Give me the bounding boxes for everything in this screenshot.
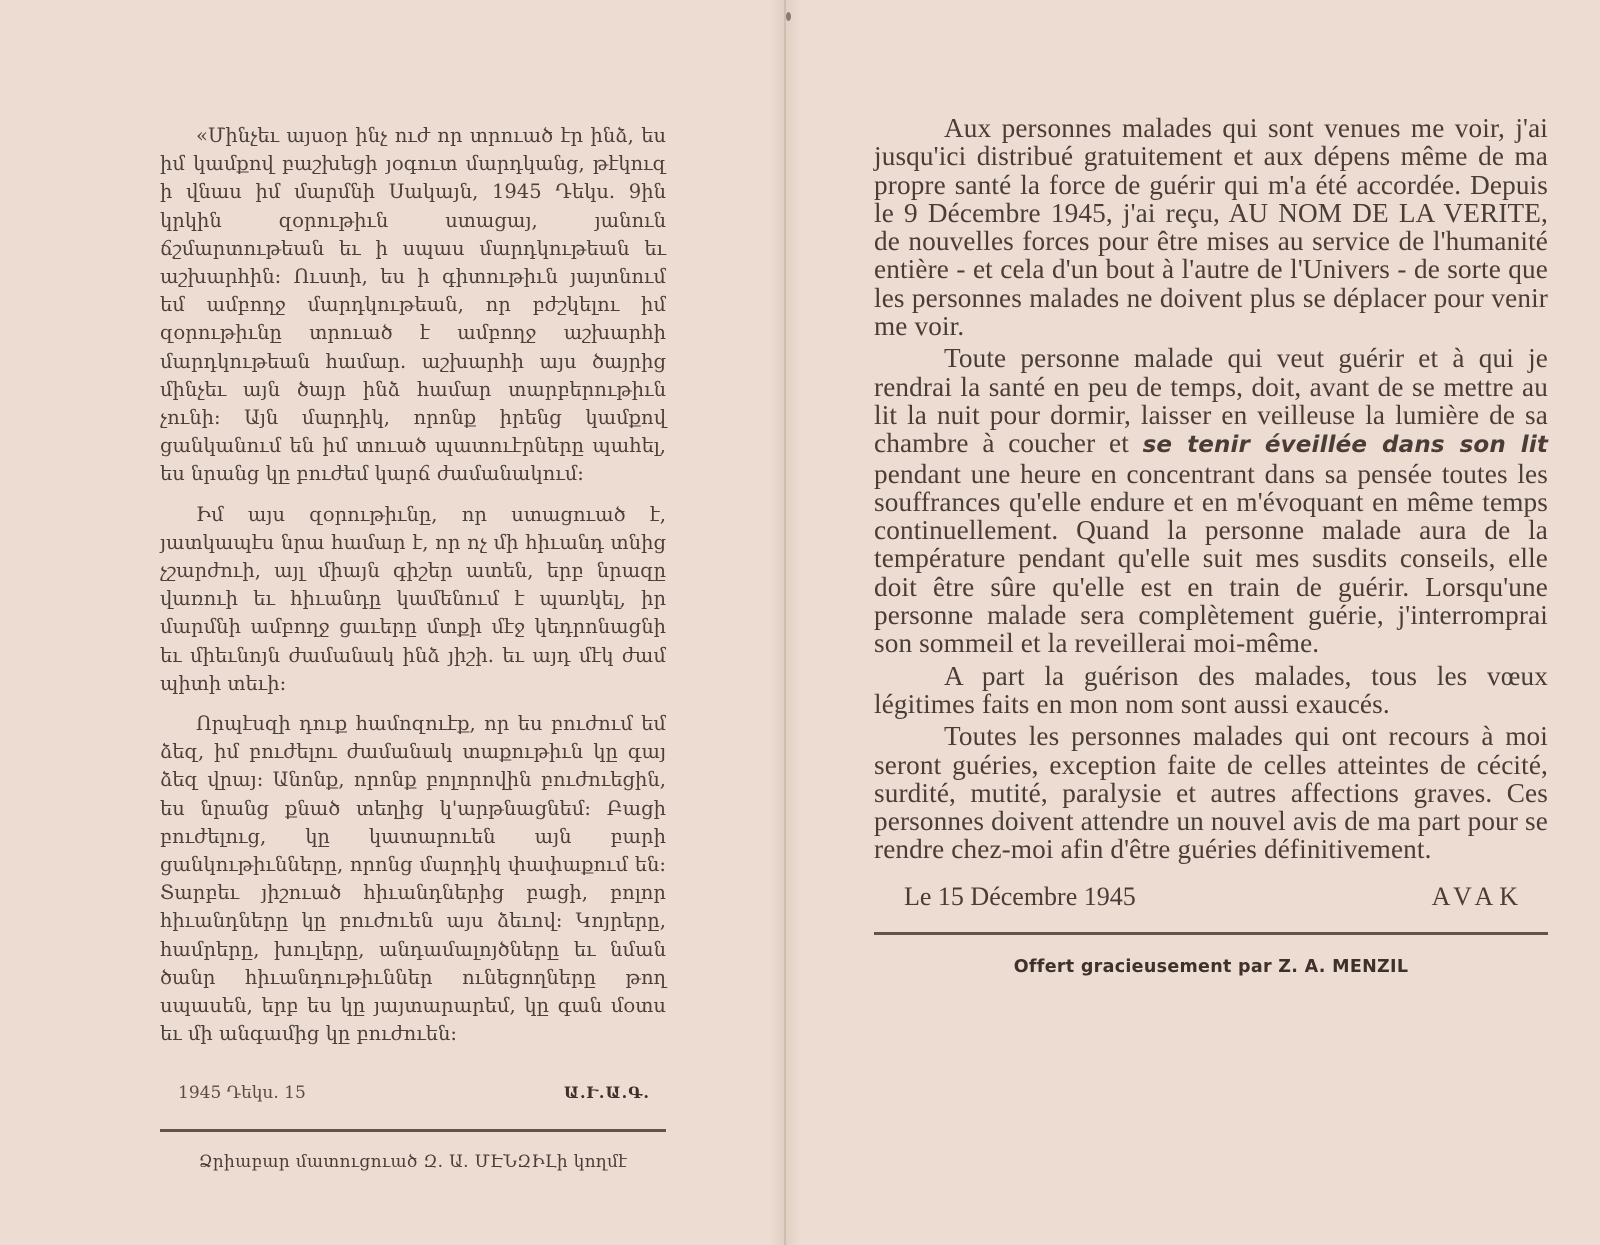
- french-paragraph-2-lead: Toute personne malade qui veut guérir et à qui je rendrai la santé en peu de temps, doit, avant de se mettre au lit la nuit pour dormir, laisser en veilleuse la lumière de sa chambre à coucher et: [874, 343, 1548, 459]
- french-date: Le 15 Décembre 1945: [904, 881, 1136, 911]
- french-paragraph-2-tail: pendant une heure en concentrant dans sa pensée toutes les souffrances qu'elle endure et en m'évoquant en même temps continuellement. Quand la personne malade aura de la température pendant qu'elle suit mes susdits conseils, elle doit être sûre qu'elle est en train de guérir. Lorsqu'une personne malade sera complètement guérie, j'interromprai son sommeil et la reveillerai moi-même.: [874, 458, 1548, 659]
- armenian-paragraph-2: Իմ այս զօրութիւնը, որ ստացուած է, յատկապէս նրա համար է, որ ոչ մի հիւանդ տնից չշարժուի, այլ միայն գիշեր ատեն, երբ նրազը վառուի եւ հիւանդը կամենում է պառկել, իր մարմնի ամբողջ ցաւերը մտքի մէջ կեդրոնացնի եւ միեւնոյն ժամանակ ինձ յիշի. եւ այդ մէկ ժամ պիտի տեւի:: [160, 502, 666, 695]
- french-signature-row: [874, 882, 1548, 912]
- right-divider-rule: [874, 932, 1548, 935]
- paper-speck: [786, 12, 791, 21]
- armenian-page: [0, 0, 786, 1212]
- french-emphasis-text: se tenir éveillée dans son lit: [1142, 432, 1548, 459]
- center-fold: [784, 0, 786, 1245]
- french-text-body: [874, 114, 1548, 868]
- armenian-signature: Ա.Ւ.Ա.Գ.: [563, 1082, 650, 1102]
- armenian-signature-row: [160, 1083, 666, 1103]
- french-paragraph-1: [874, 114, 1548, 340]
- french-paragraph-4-text: Toutes les personnes malades qui ont recours à moi seront guéries, exception faite de celles atteintes de cécité, surdité, mutité, paralysie et autres affections graves. Ces personnes doivent attendre un nouvel avis de ma part pour se rendre chez-moi afin d'être guéries définitivement.: [874, 721, 1548, 865]
- french-footer-credit: Offert gracieusement par Z. A. MENZIL: [1013, 956, 1409, 977]
- armenian-paragraph-3: Որպէսզի դուք համոզուէք, որ ես բուժում եմ ձեզ, իմ բուժելու ժամանակ տաքութիւն կը գայ ձեզ վրայ: Անոնք, որոնք բոլորովին բուժուեցին, ես նրանց քնած տեղից կ'արթնացնեմ: Բացի բուժելուց, կը կատարուեն այն բարի ցանկութիւնները, որոնց մարդիկ փափաքում են: Տարբեւ յիշուած հիւանդներից բացի, բոլոր հիւանդները կը բուժուեն այս ձեւով: Կոյրերը, համրերը, խուլերը, անդամալոյծները եւ նման ծանր հիւանդութիւններ ունեցողները թող սպասեն, երբ ես կը յայտարարեմ, կը գան մօտս եւ մի անգամից կը բուժուեն:: [160, 712, 666, 1046]
- french-paragraph-3: [874, 662, 1548, 719]
- armenian-paragraph-1: «Մինչեւ այսօր ինչ ուժ որ տրուած էր ինձ, ես իմ կամքով բաշխեցի յօգուտ մարդկանց, թէկուզ ի վնաս իմ մարմնի Սակայն, 1945 Դեկս. 9ին կրկին զօրութիւն ստացայ, յանուն ճշմարտութեան եւ ի սպաս մարդկութեան եւ աշխարհին: Ուստի, ես ի գիտութիւն յայտնում եմ ամբողջ մարդկութեան, որ բժշկելու իմ զօրութիւնը տրուած է ամբողջ աշխարհի մարդկութեան համար. աշխարհի այս ծայրից մինչեւ այն ծայր ինձ համար տարբերութիւն չունի: Այն մարդիկ, որոնք իրենց կամքով ցանկանում են իմ տուած պատուէրները պահել, ես նրանց կը բուժեմ կարճ ժամանակում:: [160, 124, 666, 486]
- french-page: [786, 0, 1600, 1017]
- french-paragraph-1-text: Aux personnes malades qui sont venues me voir, j'ai jusqu'ici distribué gratuitement et aux dépens même de ma propre santé la force de guérir qui m'a été accordée. Depuis le 9 Décembre 1945, j'ai reçu, AU NOM DE LA VERITE, de nouvelles forces pour être mises au service de l'humanité entière - et cela d'un bout à l'autre de l'Univers - de sorte que les personnes malades ne doivent plus se déplacer pour venir me voir.: [874, 113, 1548, 342]
- armenian-footer-credit: Ձրիաբար մատուցուած Զ. Ա. ՄԷՆԶԻԼի կողմէ: [198, 1151, 628, 1172]
- armenian-date: 1945 Դեկս. 15: [178, 1082, 306, 1103]
- french-signature: AVAK: [1431, 881, 1524, 911]
- french-paragraph-3-text: A part la guérison des malades, tous les vœux légitimes faits en mon nom sont aussi exaucés.: [874, 660, 1548, 719]
- armenian-text-body: [160, 122, 666, 1061]
- left-divider-rule: [160, 1129, 666, 1132]
- french-paragraph-4: [874, 722, 1548, 863]
- french-paragraph-2: [874, 344, 1548, 657]
